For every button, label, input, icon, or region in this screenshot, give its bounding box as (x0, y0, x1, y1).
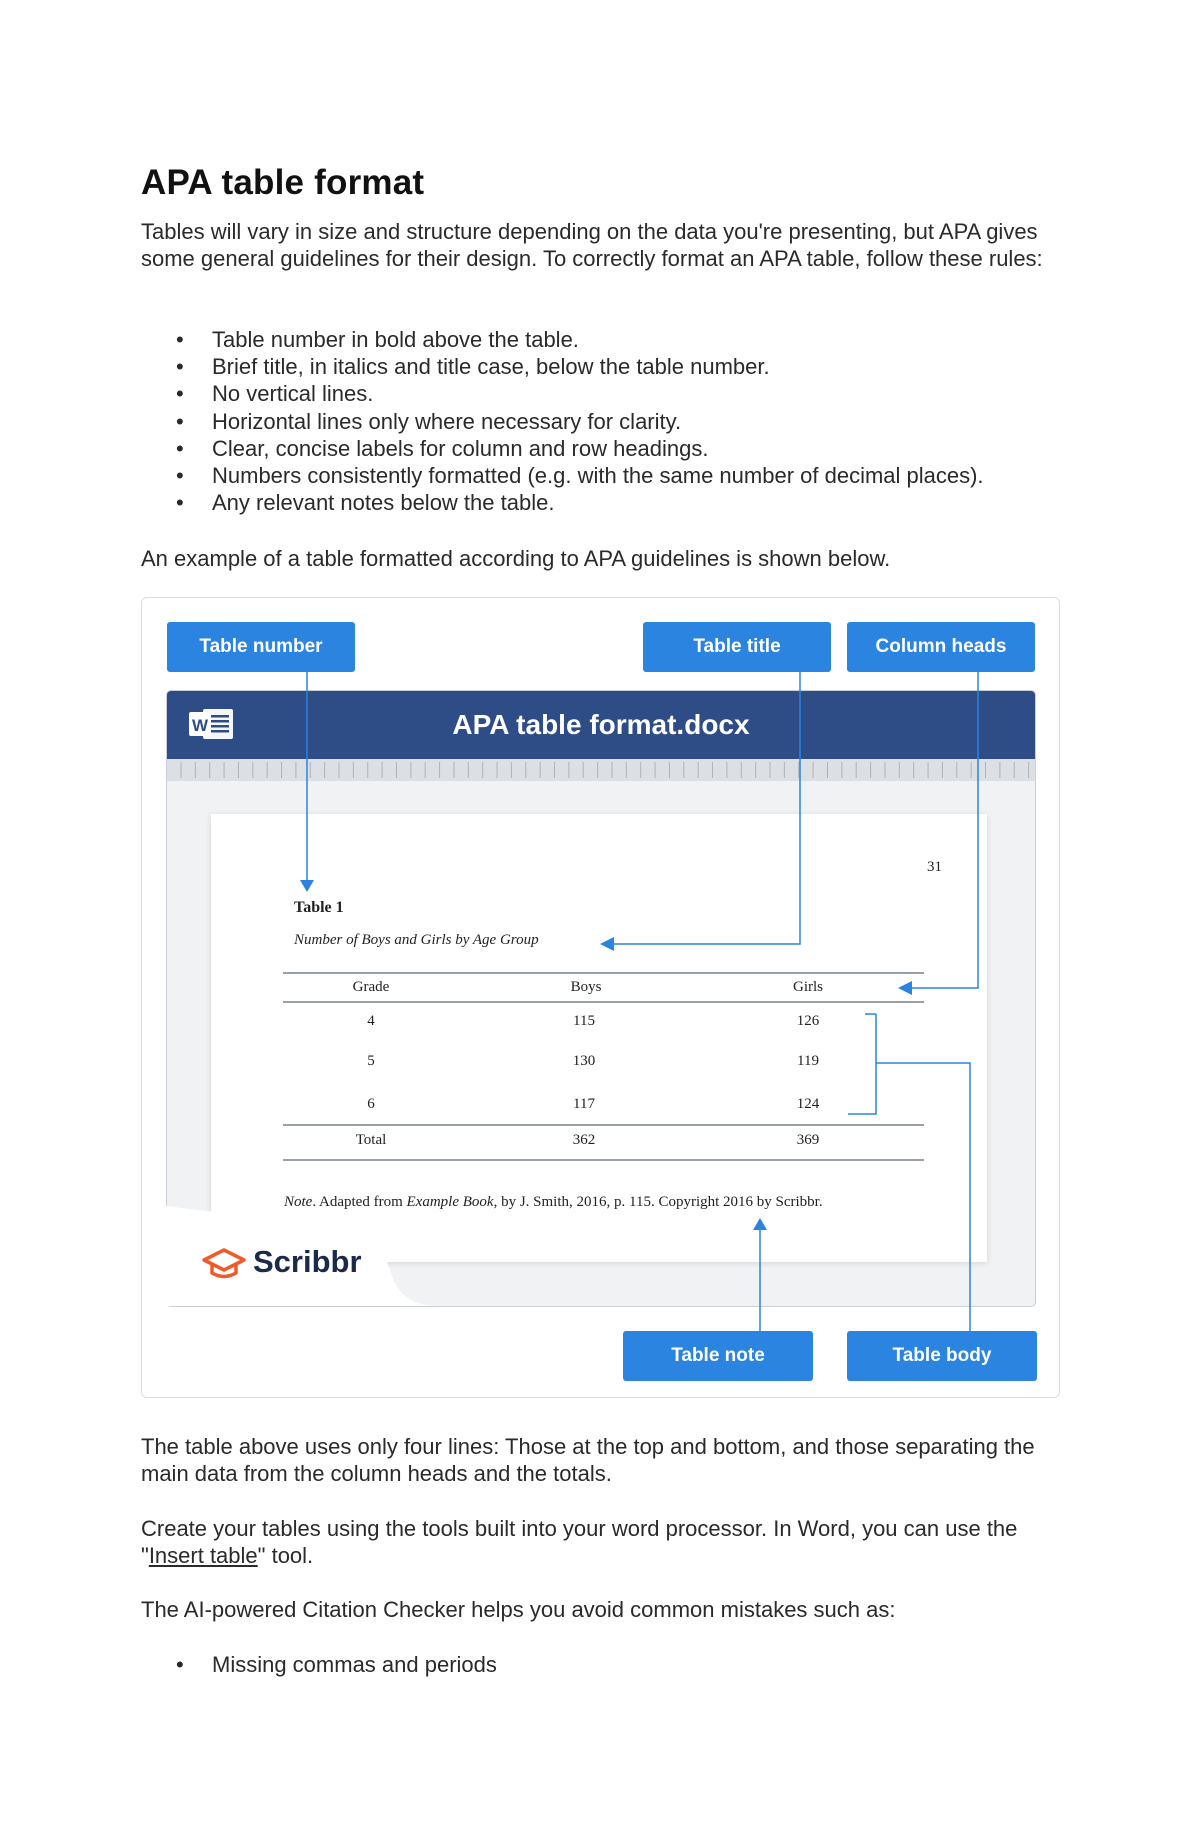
table-note: Note. Adapted from Example Book, by J. Smith, 2016, p. 115. Copyright 2016 by Scribbr. (284, 1194, 823, 1210)
list-item: • Numbers consistently formatted (e.g. with the same number of decimal places). (176, 463, 984, 489)
insert-table-link[interactable]: Insert table (148, 1543, 258, 1568)
example-intro: An example of a table formatted according to APA guidelines is shown below. (141, 546, 891, 571)
ruler (167, 759, 1035, 781)
table-total-rule (283, 1124, 924, 1126)
table-head-rule (283, 1001, 924, 1003)
list-item: • Table number in bold above the table. (176, 327, 579, 352)
rules-list (141, 326, 984, 516)
list-item: • Horizontal lines only where necessary for clarity. (176, 408, 682, 434)
table-cell: 115 (573, 1013, 595, 1029)
create-tables-paragraph: Create your tables using the tools built into your word processor. In Word, you can use the "Insert table" tool. (141, 1516, 1018, 1568)
total-girls: 369 (796, 1132, 820, 1148)
callout-table-body: Table body (847, 1331, 1037, 1381)
callout-column-heads: Column heads (847, 622, 1035, 672)
table-bottom-rule (283, 1159, 924, 1161)
after-figure-paragraph: The table above uses only four lines: Those at the top and bottom, and those separating the main data from the column heads and the totals. (141, 1434, 1035, 1486)
list-item: • Clear, concise labels for column and row headings. (176, 435, 709, 461)
checker-intro: The AI-powered Citation Checker helps you avoid common mistakes such as: (141, 1597, 896, 1622)
page-number: 31 (927, 859, 942, 875)
table-label: Table 1 (294, 899, 344, 916)
list-item: • Any relevant notes below the table. (176, 490, 555, 516)
table-cell: 130 (572, 1053, 596, 1069)
window-titlebar (167, 691, 1035, 759)
window-title: APA table format.docx (452, 709, 750, 740)
scribbr-logo-text: Scribbr (253, 1244, 362, 1279)
total-boys: 362 (572, 1132, 596, 1148)
table-cell: 4 (367, 1013, 375, 1029)
intro-paragraph: Tables will vary in size and structure depending on the data you're presenting, but APA gives some general guidelines for their design. To correctly format an APA table, follow these rules: (141, 219, 1043, 271)
list-item: • Missing commas and periods (176, 1652, 497, 1677)
callout-table-number: Table number (167, 622, 355, 672)
svg-text:W: W (191, 716, 209, 735)
table-title: Number of Boys and Girls by Age Group (294, 932, 539, 948)
table-cell: 5 (367, 1053, 375, 1069)
table-cell: 6 (367, 1096, 375, 1112)
column-head-boys: Boys (570, 979, 602, 995)
table-cell: 124 (796, 1096, 820, 1112)
list-item: • No vertical lines. (176, 381, 374, 407)
scribbr-logo-icon (202, 1247, 246, 1281)
table-top-rule (283, 972, 924, 974)
table-cell: 119 (797, 1053, 819, 1069)
table-cell: 126 (796, 1013, 820, 1029)
table-cell: 117 (573, 1096, 595, 1112)
column-head-girls: Girls (793, 979, 823, 995)
callout-table-note: Table note (623, 1331, 813, 1381)
list-item: • Brief title, in italics and title case, below the table number. (176, 354, 770, 380)
mistakes-list (141, 1651, 497, 1678)
total-label: Total (355, 1132, 387, 1148)
callout-table-title: Table title (643, 622, 831, 672)
column-head-grade: Grade (352, 979, 390, 995)
page-title: APA table format (141, 163, 425, 202)
